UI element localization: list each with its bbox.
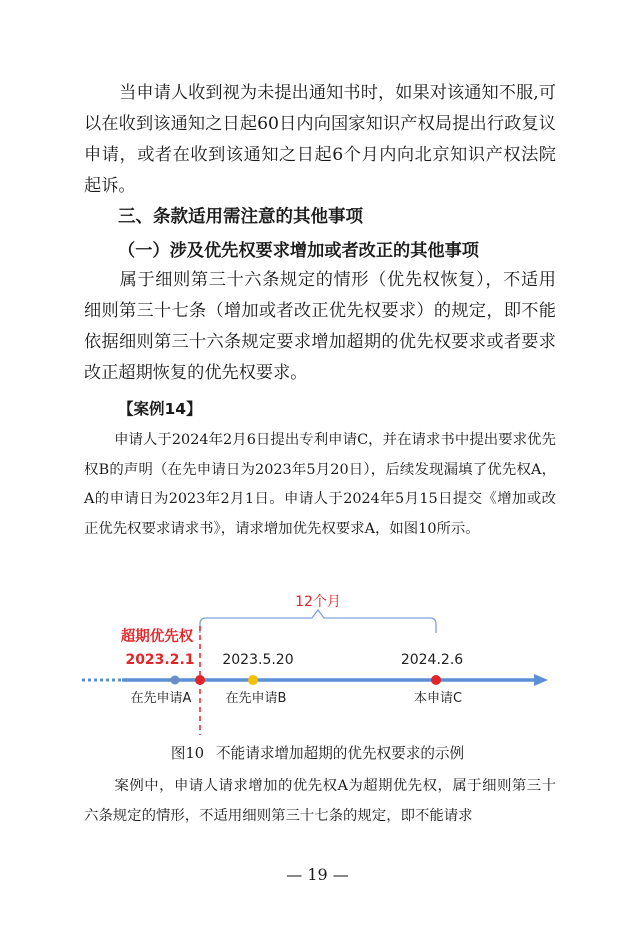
priority-timeline-figure (0, 590, 635, 740)
case-analysis: 案例中，申请人请求增加的优先权A为超期优先权，属于细则第三十六条规定的情形，不适用细则第三十七条的规定，即不能请求 (84, 778, 556, 824)
case-description: 申请人于2024年2月6日提出专利申请C，并在请求书中提出要求优先权B的声明（在先申请日为2023年5月20日），后续发现漏填了优先权A，A的申请日为2023年2月1日。申请人于2024年5月15日提交《增加或改正优先权要求请求书》，请求增加优先权要求A，如图10所示。 (84, 432, 556, 537)
point-overdue-marker (195, 675, 205, 685)
axis-arrowhead (534, 674, 548, 686)
point-a-marker (171, 676, 180, 685)
page-number: — 19 — (286, 865, 349, 884)
twelve-month-brace (200, 610, 436, 633)
subsection-heading: （一）涉及优先权要求增加或者改正的其他事项 (118, 241, 479, 261)
application-c-label: 本申请C (413, 691, 463, 706)
paragraph-rule-36-37: 属于细则第三十六条规定的情形（优先权恢复），不适用细则第三十七条（增加或者改正优先权要求）的规定，即不能依据细则第三十六条规定要求增加超期的优先权要求或者要求改正超期恢复的优先权要求。 (84, 270, 556, 383)
case-title: 【案例14】 (118, 400, 202, 418)
figure-caption (0, 742, 635, 763)
span-label: 12个月 (295, 594, 341, 610)
date-label-a: 2023.2.1 (125, 652, 195, 668)
figure-number: 图10 (170, 745, 205, 762)
date-label-c: 2024.2.6 (400, 652, 464, 668)
point-b-marker (248, 675, 258, 685)
application-a-label: 在先申请A (130, 691, 192, 706)
point-c-marker (431, 675, 441, 685)
figure-caption-text: 不能请求增加超期的优先权要求的示例 (216, 745, 465, 762)
paragraph-notice-remedy: 当申请人收到视为未提出通知书时，如果对该通知不服,可以在收到该通知之日起60日内向国家知识产权局提出行政复议申请，或者在收到该通知之日起6个月内向北京知识产权法院起诉。 (84, 83, 556, 196)
section-heading: 三、条款适用需注意的其他事项 (118, 207, 363, 227)
application-b-label: 在先申请B (225, 691, 287, 706)
date-label-b: 2023.5.20 (222, 652, 294, 668)
overdue-label: 超期优先权 (120, 629, 194, 645)
